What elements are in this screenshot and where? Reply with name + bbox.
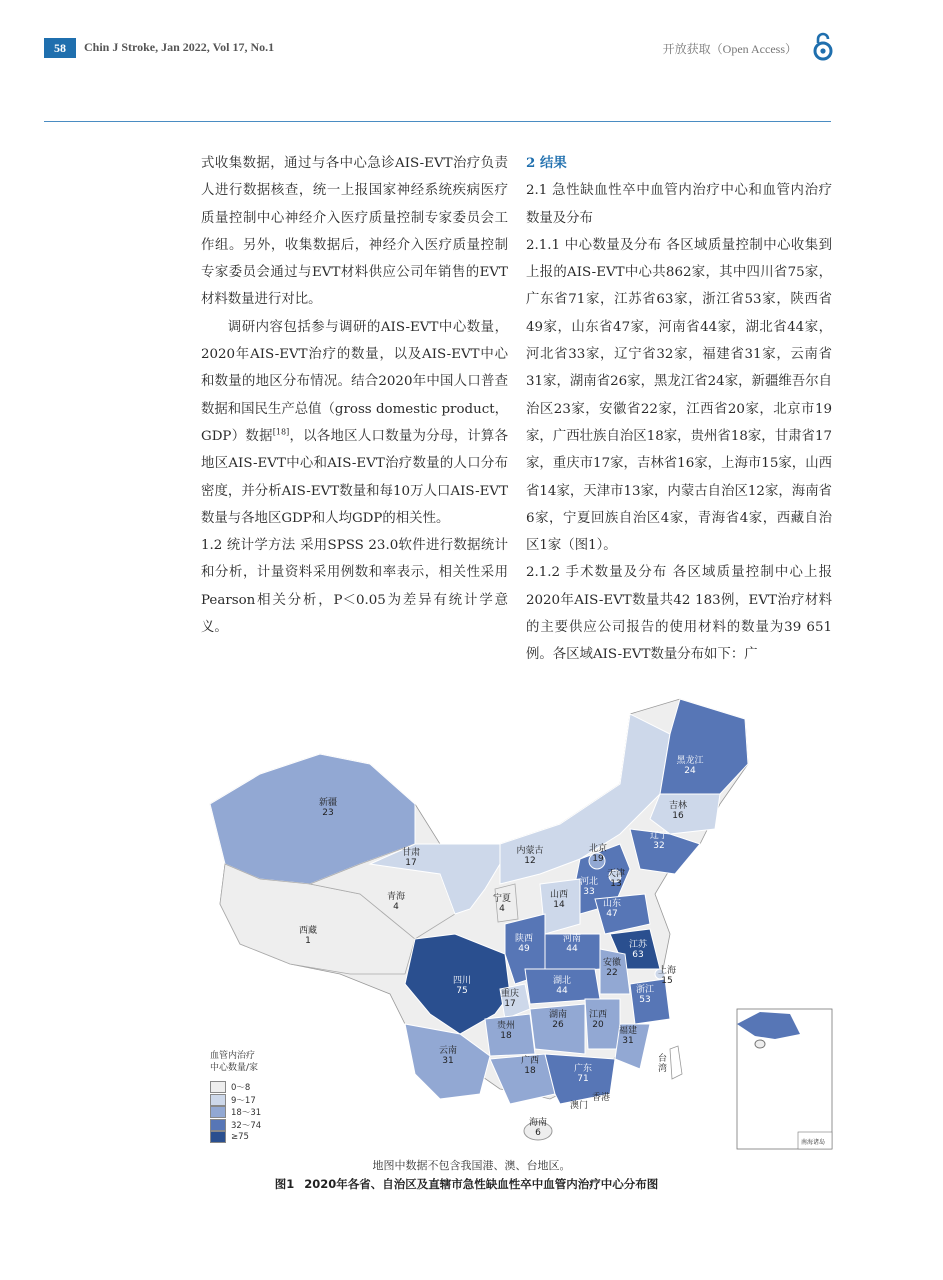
- right-column: [526, 150, 832, 669]
- region-label: 山西 14: [549, 890, 568, 910]
- citation-ref[interactable]: [18]: [272, 427, 290, 437]
- region-label: 山东 47: [602, 899, 621, 919]
- open-access-icon: [810, 32, 836, 62]
- region-label: 西藏 1: [298, 926, 317, 946]
- region-label: 广东 71: [573, 1064, 592, 1084]
- region-label: 江西 20: [588, 1010, 607, 1030]
- legend-item: 0～8: [210, 1081, 261, 1094]
- label-inset: 南海诸岛: [801, 1139, 826, 1146]
- paragraph-data-collection: 式收集数据，通过与各中心急诊AIS-EVT治疗负责人进行数据核查，统一上报国家神经系统疾病医疗质量控制中心神经介入医疗质量控制专家委员会工作组。另外，收集数据后，神经介入医疗质量控制专家委员会通过与EVT材料供应公司年销售的EVT材料数量进行对比。: [201, 156, 508, 308]
- legend-item: ≥75: [210, 1131, 261, 1144]
- label-hongkong: 香港: [592, 1093, 611, 1103]
- region-label: 青海 4: [386, 892, 405, 912]
- legend-swatch: [210, 1119, 226, 1131]
- legend-items: [210, 1081, 261, 1144]
- region-label: 陕西 49: [514, 934, 533, 954]
- region-label: 河南 44: [562, 934, 581, 954]
- region-label: 云南 31: [438, 1046, 457, 1066]
- page-number: 58: [44, 38, 76, 58]
- region-label: 黑龙江 24: [676, 756, 704, 776]
- region-label: 福建 31: [618, 1026, 637, 1046]
- paragraph-procedure-count: 2.1.2 手术数量及分布 各区域质量控制中心上报2020年AIS-EVT数量共42 183例，EVT治疗材料的主要供应公司报告的使用材料的数量为39 651例。各区域AIS-EVT数量分布如下：广: [526, 565, 832, 663]
- region-label: 广西 18: [520, 1056, 539, 1076]
- legend-item: 18～31: [210, 1106, 261, 1119]
- legend-swatch: [210, 1094, 226, 1106]
- figure-map: [200, 694, 840, 1154]
- label-macau: 澳门: [570, 1101, 589, 1111]
- china-choropleth-map: [200, 694, 840, 1154]
- paragraph-survey-content: 调研内容包括参与调研的AIS-EVT中心数量，2020年AIS-EVT治疗的数量，以及AIS-EVT中心和数量的地区分布情况。结合2020年中国人口普查数据和国民生产总值（gross domestic product，GDP）数据[18]，以各地区人口数量为分母，计算各地区AIS-EVT中心和AIS-EVT治疗数量的人口分布密度，并分析AIS-EVT数量和每10万人口AIS-EVT数量与各地区GDP和人均GDP的相关性。: [201, 319, 508, 526]
- region-label: 湖北 44: [552, 976, 571, 996]
- region-label: 安徽 22: [602, 958, 621, 978]
- region-label: 四川 75: [452, 976, 471, 996]
- region-label: 辽宁 32: [649, 831, 668, 851]
- region-taiwan: [670, 1046, 682, 1079]
- label-taiwan: 台湾: [658, 1054, 668, 1074]
- legend-item: 32～74: [210, 1119, 261, 1132]
- legend-swatch: [210, 1106, 226, 1118]
- region-label: 贵州 18: [496, 1021, 515, 1041]
- region-label: 湖南 26: [548, 1010, 567, 1030]
- open-access-label: 开放获取（Open Access）: [662, 42, 797, 56]
- legend-swatch: [210, 1081, 226, 1093]
- section-heading-results: 2 结果: [526, 155, 567, 171]
- region-label: 内蒙古 12: [516, 846, 544, 866]
- region-label: 河北 33: [579, 877, 598, 897]
- region-label: 海南 6: [528, 1118, 547, 1138]
- legend-swatch: [210, 1131, 226, 1143]
- subsection-heading: 2.1 急性缺血性卒中血管内治疗中心和血管内治疗数量及分布: [526, 183, 832, 226]
- figure-caption: 图1 2020年各省、自治区及直辖市急性缺血性卒中血管内治疗中心分布图: [274, 1177, 659, 1191]
- left-column: [201, 150, 508, 641]
- region-label: 吉林 16: [668, 801, 687, 821]
- region-label: 浙江 53: [635, 985, 654, 1005]
- region-label: 上海 15: [657, 966, 676, 986]
- region-label: 天津 13: [606, 869, 625, 889]
- region-label: 江苏 63: [628, 940, 647, 960]
- region-label: 重庆 17: [500, 989, 519, 1009]
- region-label: 北京 19: [588, 844, 607, 864]
- paragraph-center-count: 2.1.1 中心数量及分布 各区域质量控制中心收集到上报的AIS-EVT中心共862家，其中四川省75家，广东省71家，江苏省63家，浙江省53家，陕西省49家，山东省47家，河南省44家，湖北省44家，河北省33家，辽宁省32家，福建省31家，云南省31家，湖南省26家，黑龙江省24家，新疆维吾尔自治区23家，安徽省22家，江西省20家，北京市19家，广西壮族自治区18家，贵州省18家，甘肃省17家，重庆市17家，吉林省16家，上海市15家，山西省14家，天津市13家，内蒙古自治区12家，海南省6家，宁夏回族自治区4家，青海省4家，西藏自治区1家（图1）。: [526, 237, 832, 554]
- region-label: 新疆 23: [318, 798, 337, 818]
- figure-note: 地图中数据不包含我国港、澳、台地区。: [372, 1159, 571, 1172]
- journal-citation: Chin J Stroke, Jan 2022, Vol 17, No.1: [84, 40, 275, 54]
- legend-title: 血管内治疗 中心数量/家: [210, 1051, 259, 1073]
- paragraph-statistics: 1.2 统计学方法 采用SPSS 23.0软件进行数据统计和分析，计量资料采用例数和率表示，相关性采用Pearson相关分析，P＜0.05为差异有统计学意义。: [201, 538, 508, 636]
- region-label: 宁夏 4: [492, 894, 511, 914]
- header-rule: [44, 121, 831, 122]
- legend-item: 9～17: [210, 1094, 261, 1107]
- region-label: 甘肃 17: [401, 848, 420, 868]
